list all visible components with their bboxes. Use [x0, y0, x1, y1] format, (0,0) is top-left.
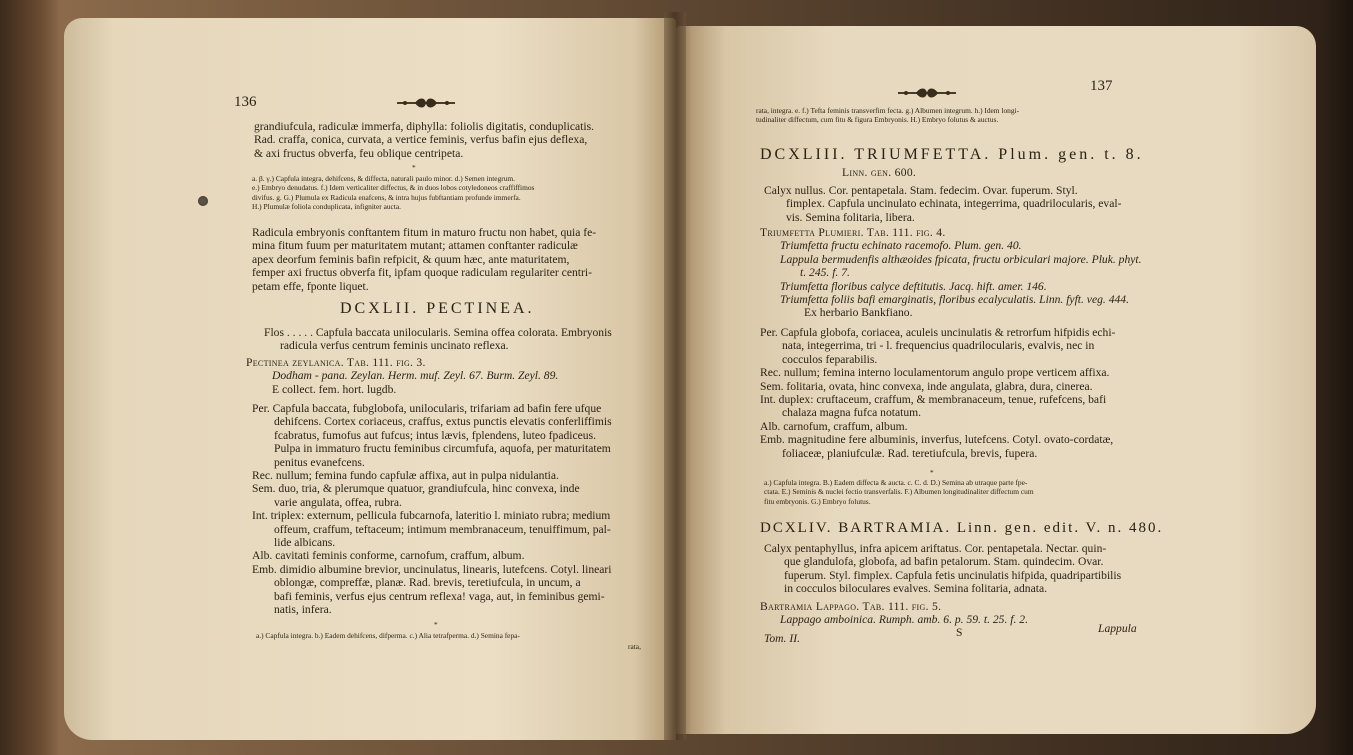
- footnote-star-1: *: [412, 163, 416, 172]
- bartramia-genus-description: Calyx pentaphyllus, infra apicem ariftatus. Cor. pentapetala. Nectar. quin- que glandulofa, globofa, ad bafin petalorum. Stam. quindecim. Ovar. fuperum. Styl. fimplex. Capfula fetis uncinulatis hifpida, quadripartibilis in cocculos biloculares evalves. Semina folitaria, adnata.: [764, 542, 1122, 596]
- page-number-left: 136: [234, 94, 257, 110]
- left-catchword: rata,: [628, 642, 641, 651]
- footer-volume: Tom. II.: [764, 632, 800, 645]
- left-species-description: Per. Capfula baccata, fubglobofa, unilocularis, trifariam ad bafin fere ufque dehifcens. Cortex coriaceus, craffus, extus punctis elevatis conferliffimis fcabratus, fumofus aut fufcus; intus lævis, fplendens, luteo fpadiceus. Pulpa in immaturo fructu feminibus circumfufa, aquofa, per maturitatem penitus evanefcens. Rec. nullum; femina fundo capfulæ affixa, aut in pulpa nidulantia. Sem. duo, tria, & plerumque quatuor, grandiufcula, hinc convexa, inde varie angulata, offea, rubra. Int. triplex: externum, pellicula fubcarnofa, lateritio l. miniato rubra; medium offeum, craffum, teftaceum; intimum membranaceum, tenuiffimum, pal- lide albicans. Alb. cavitati feminis conforme, carnofum, craffum, album. Emb. dimidio albumine brevior, uncinulatus, linearis, lutefcens. Cotyl. lineari oblongæ, compreffæ, planæ. Rad. brevis, teretiufcula, in uncum, a bafi feminis, verfus ejus centrum reflexa! vaga, aut, in feminibus gemi- natis, infera.: [252, 402, 612, 617]
- section-heading-triumfetta: DCXLIII. TRIUMFETTA. Plum. gen. t. 8.: [760, 146, 1144, 163]
- headpiece-ornament-left: [395, 96, 457, 110]
- footnote-star-2: *: [434, 620, 438, 629]
- left-paragraph-1: grandiufcula, radiculæ immerfa, diphylla: foliolis digitatis, conduplicatis. Rad. craffa, conica, curvata, a vertice feminis, verfus bafin ejus deflexa, & axi fructus obverfa, feu oblique centripeta.: [254, 120, 595, 160]
- section-heading-bartramia: DCXLIV. BARTRAMIA. Linn. gen. edit. V. n. 480.: [760, 520, 1164, 536]
- right-footnotes-2: a.) Capfula integra. B.) Eadem diffecta & aucta. c. C. d. D.) Semina ab utraque parte fpe- ctata. E.) Seminis & nuclei fectio transverfalis. F.) Albumen longitudinaliter diffectum cum fitu embryonis. G.) Embryo folutus.: [764, 478, 1034, 506]
- footer-signature-mark: S: [956, 626, 963, 639]
- page-number-right: 137: [1090, 78, 1113, 94]
- left-paragraph-2: Radicula embryonis conftantem fitum in maturo fructu non habet, quia fe- mina fitum fuum per maturitatem mutant; attamen conftanter radiculæ apex deorfum feminis bafin refpicit, & quum hæc, ante maturitatem, femper axi fructus obverfa fit, ipfam quoque radiculam regulariter centri- petam effe, fponte liquet.: [252, 226, 597, 293]
- left-footnotes-2: a.) Capfula integra. b.) Eadem dehifcens, difperma. c.) Alia tetrafperma. d.) Semina fepa-: [256, 631, 520, 640]
- footnote-star-right: *: [930, 468, 934, 477]
- bartramia-species-entry: Bartramia Lappago. Tab. 111. fig. 5. Lappago amboinica. Rumph. amb. 6. p. 59. t. 25. f. 2.: [760, 600, 1028, 627]
- left-species-entry: Pectinea zeylanica. Tab. 111. fig. 3. Dodham - pana. Zeylan. Herm. muf. Zeyl. 67. Burm. Zeyl. 89. E collect. fem. hort. lugdb.: [246, 356, 559, 396]
- right-species-entry: Triumfetta Plumieri. Tab. 111. fig. 4. Triumfetta fructu echinato racemofo. Plum. gen. 40. Lappula bermudenfis althæoides fpicata, fructu orbiculari majore. Pluk. phyt. t. 245. f. 7. Triumfetta floribus calyce deftitutis. Jacq. hift. amer. 146. Triumfetta foliis bafi emarginatis, floribus ecalyculatis. Linn. fyft. veg. 444. Ex herbario Bankfiano.: [760, 226, 1142, 320]
- triumfetta-linn-reference: Linn. gen. 600.: [842, 166, 917, 179]
- right-footnotes-top: rata, integra. e. f.) Tefta feminis transverfim fecta. g.) Albumen integrum. h.) Idem longi- tudinaliter diffectum, cum fitu & figura Embryonis. H.) Embryo folutus & auctus.: [756, 106, 1020, 125]
- headpiece-ornament-right: [896, 86, 958, 100]
- binding-hole: [198, 196, 208, 206]
- section-heading-pectinea: DCXLII. PECTINEA.: [340, 300, 535, 317]
- book-gutter: [664, 12, 686, 740]
- right-catchword: Lappula: [1098, 622, 1137, 635]
- left-genus-description: Flos . . . . . Capfula baccata unilocularis. Semina offea colorata. Embryonis radicula verfus centrum feminis uncinato reflexa.: [264, 326, 612, 353]
- left-footnotes-1: a. β. γ.) Capfula integra, dehifcens, & diffecta, naturali paulo minor. d.) Semen integrum. e.) Embryo denudatus. f.) Idem verticaliter diffectus, & in duos lobos cotyledoneos craffiffimos divifus. g. G.) Plumula ex Radicula enafcens, & intra hujus fubftantiam profunde immerfa. H.) Plumulæ foliola conduplicata, infigniter aucta.: [252, 174, 535, 212]
- right-genus-description: Calyx nullus. Cor. pentapetala. Stam. fedecim. Ovar. fuperum. Styl. fimplex. Capfula uncinulato echinata, integerrima, quadrilocularis, eval- vis. Semina folitaria, libera.: [764, 184, 1122, 224]
- right-species-description: Per. Capfula globofa, coriacea, aculeis uncinulatis & retrorfum hifpidis echi- nata, integerrima, tri - l. frequencius quadrilocularis, evalvis, nec in cocculos feparabilis. Rec. nullum; femina interno loculamentorum angulo prope verticem affixa. Sem. folitaria, ovata, hinc convexa, inde angulata, glabra, dura, cinerea. Int. duplex: cruftaceum, craffum, & membranaceum, tenue, rufefcens, bafi chalaza magna fufca notatum. Alb. carnofum, craffum, album. Emb. magnitudine fere albuminis, inverfus, lutefcens. Cotyl. ovato-cordatæ, foliaceæ, planiufculæ. Rad. teretiufcula, brevis, fupera.: [760, 326, 1116, 460]
